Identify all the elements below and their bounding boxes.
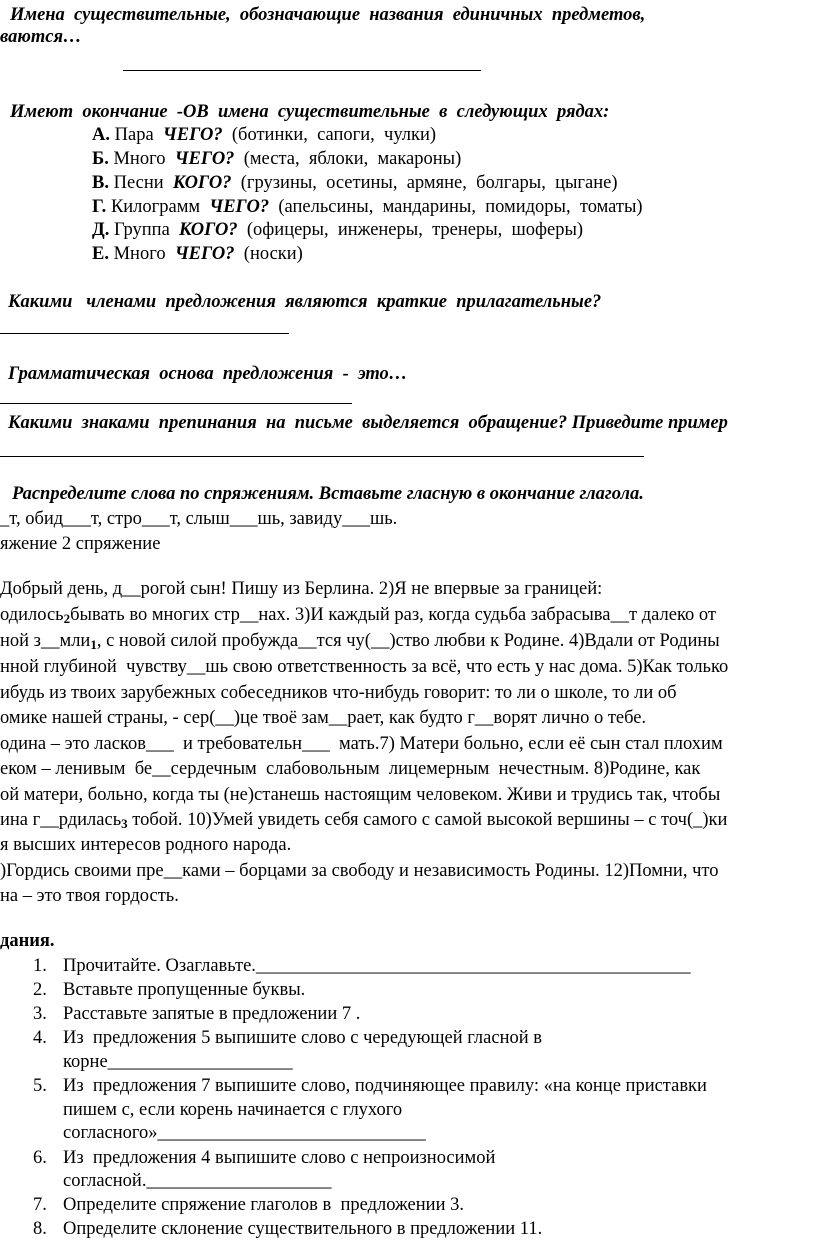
answer-line [0,403,352,404]
task-text: Из предложения 5 выпишите слово с чередующей гласной в [63,1028,542,1048]
text-line: ной з__мли$_1$, с новой силой пробужда__тся чу(__)ство любви к Родине. 4)Вдали от Родины [0,631,720,652]
task-text: Из предложения 7 выпишите слово, подчиняющее правилу: «на конце приставки [63,1076,707,1096]
text-line: одилось$_2$бывать во многих стр__нах. 3)И каждый раз, когда судьба забрасыва__т далеко от [0,605,716,626]
option-v: В. Песни КОГО? (грузины, осетины, армяне, болгары, цыгане) [92,173,618,193]
text-line: ибудь из твоих зарубежных собеседников что-нибудь говорит: то ли о школе, то ли об [0,683,677,703]
task-number: 4. [33,1028,47,1048]
question-address-punctuation: Какими знаками препинания на письме выделяется обращение? Приведите пример [8,413,728,433]
tasks-header: дания. [0,931,55,951]
text-line: ой матери, больно, когда ты (не)станешь настоящим человеком. Живи и трудись так, чтобы [0,785,721,805]
answer-line [0,456,644,457]
task-text: Прочитайте. Озаглавьте._______________________________________________ [63,956,691,976]
task-number: 2. [33,980,47,1000]
question-grammar-basis: Грамматическая основа предложения - это… [8,364,408,384]
task-text: Определите спряжение глаголов в предложении 3. [63,1195,464,1215]
task-text: Определите склонение существительного в предложении 11. [63,1219,543,1239]
option-e: Е. Много ЧЕГО? (носки) [92,244,303,264]
task-number: 1. [33,956,47,976]
question-ov-ending: Имеют окончание -ОВ имена существительные в следующих рядах: [10,102,610,122]
task-text: согласного»_____________________________ [63,1123,426,1143]
conjugation-header: яжение 2 спряжение [0,534,161,554]
task-number: 8. [33,1219,47,1239]
option-a: А. Пара ЧЕГО? (ботинки, сапоги, чулки) [92,125,437,145]
task-text: пишем с, если корень начинается с глухого [63,1100,403,1120]
text-line: еком – ленивым бе__сердечным слабовольным лицемерным нечестным. 8)Родине, как [0,759,701,779]
conjugation-words: _т, обид___т, стро___т, слыш___шь, завиду___шь. [0,509,398,529]
task-text: корне____________________ [63,1052,293,1072]
text-line: нной глубиной чувству__шь свою ответственность за всё, что есть у нас дома. 5)Как только [0,657,729,677]
text-line: Добрый день, д__рогой сын! Пишу из Берлина. 2)Я не впервые за границей: [0,579,603,599]
option-d: Д. Группа КОГО? (офицеры, инженеры, тренеры, шоферы) [92,220,584,240]
task-text: Вставьте пропущенные буквы. [63,980,306,1000]
text-line: я высших интересов родного народа. [0,835,292,855]
task-text: согласной.____________________ [63,1171,332,1191]
text-line: ина г__рдилась$_3$ тобой. 10)Умей увидеть себя самого с самой высокой вершины – с точ(_)ки [0,810,728,831]
question-conjugation: Распределите слова по спряжениям. Вставьте гласную в окончание глагола. [12,484,644,504]
question-short-adjectives: Какими членами предложения являются краткие прилагательные? [8,292,602,312]
question-single-objects: Имена существительные, обозначающие названия единичных предметов, [10,5,646,25]
task-number: 7. [33,1195,47,1215]
option-b: Б. Много ЧЕГО? (места, яблоки, макароны) [92,149,462,169]
task-text: Из предложения 4 выпишите слово с непроизносимой [63,1148,496,1168]
answer-line [123,70,481,71]
question-single-objects-cont: ваются… [0,27,82,47]
answer-line [0,333,289,334]
option-g: Г. Килограмм ЧЕГО? (апельсины, мандарины, помидоры, томаты) [92,197,643,217]
text-line: омике нашей страны, - сер(__)це твоё зам__рает, как будто г__ворят лично о тебе. [0,708,647,728]
task-text: Расставьте запятые в предложении 7 . [63,1004,361,1024]
text-line: одина – это ласков___ и требовательн___ мать.7) Матери больно, если её сын стал плохим [0,734,723,754]
text-line: )Гордись своими пре__ками – борцами за свободу и независимость Родины. 12)Помни, что [0,861,719,881]
task-number: 3. [33,1004,47,1024]
text-line: на – это твоя гордость. [0,886,179,906]
task-number: 6. [33,1148,47,1168]
task-number: 5. [33,1076,47,1096]
